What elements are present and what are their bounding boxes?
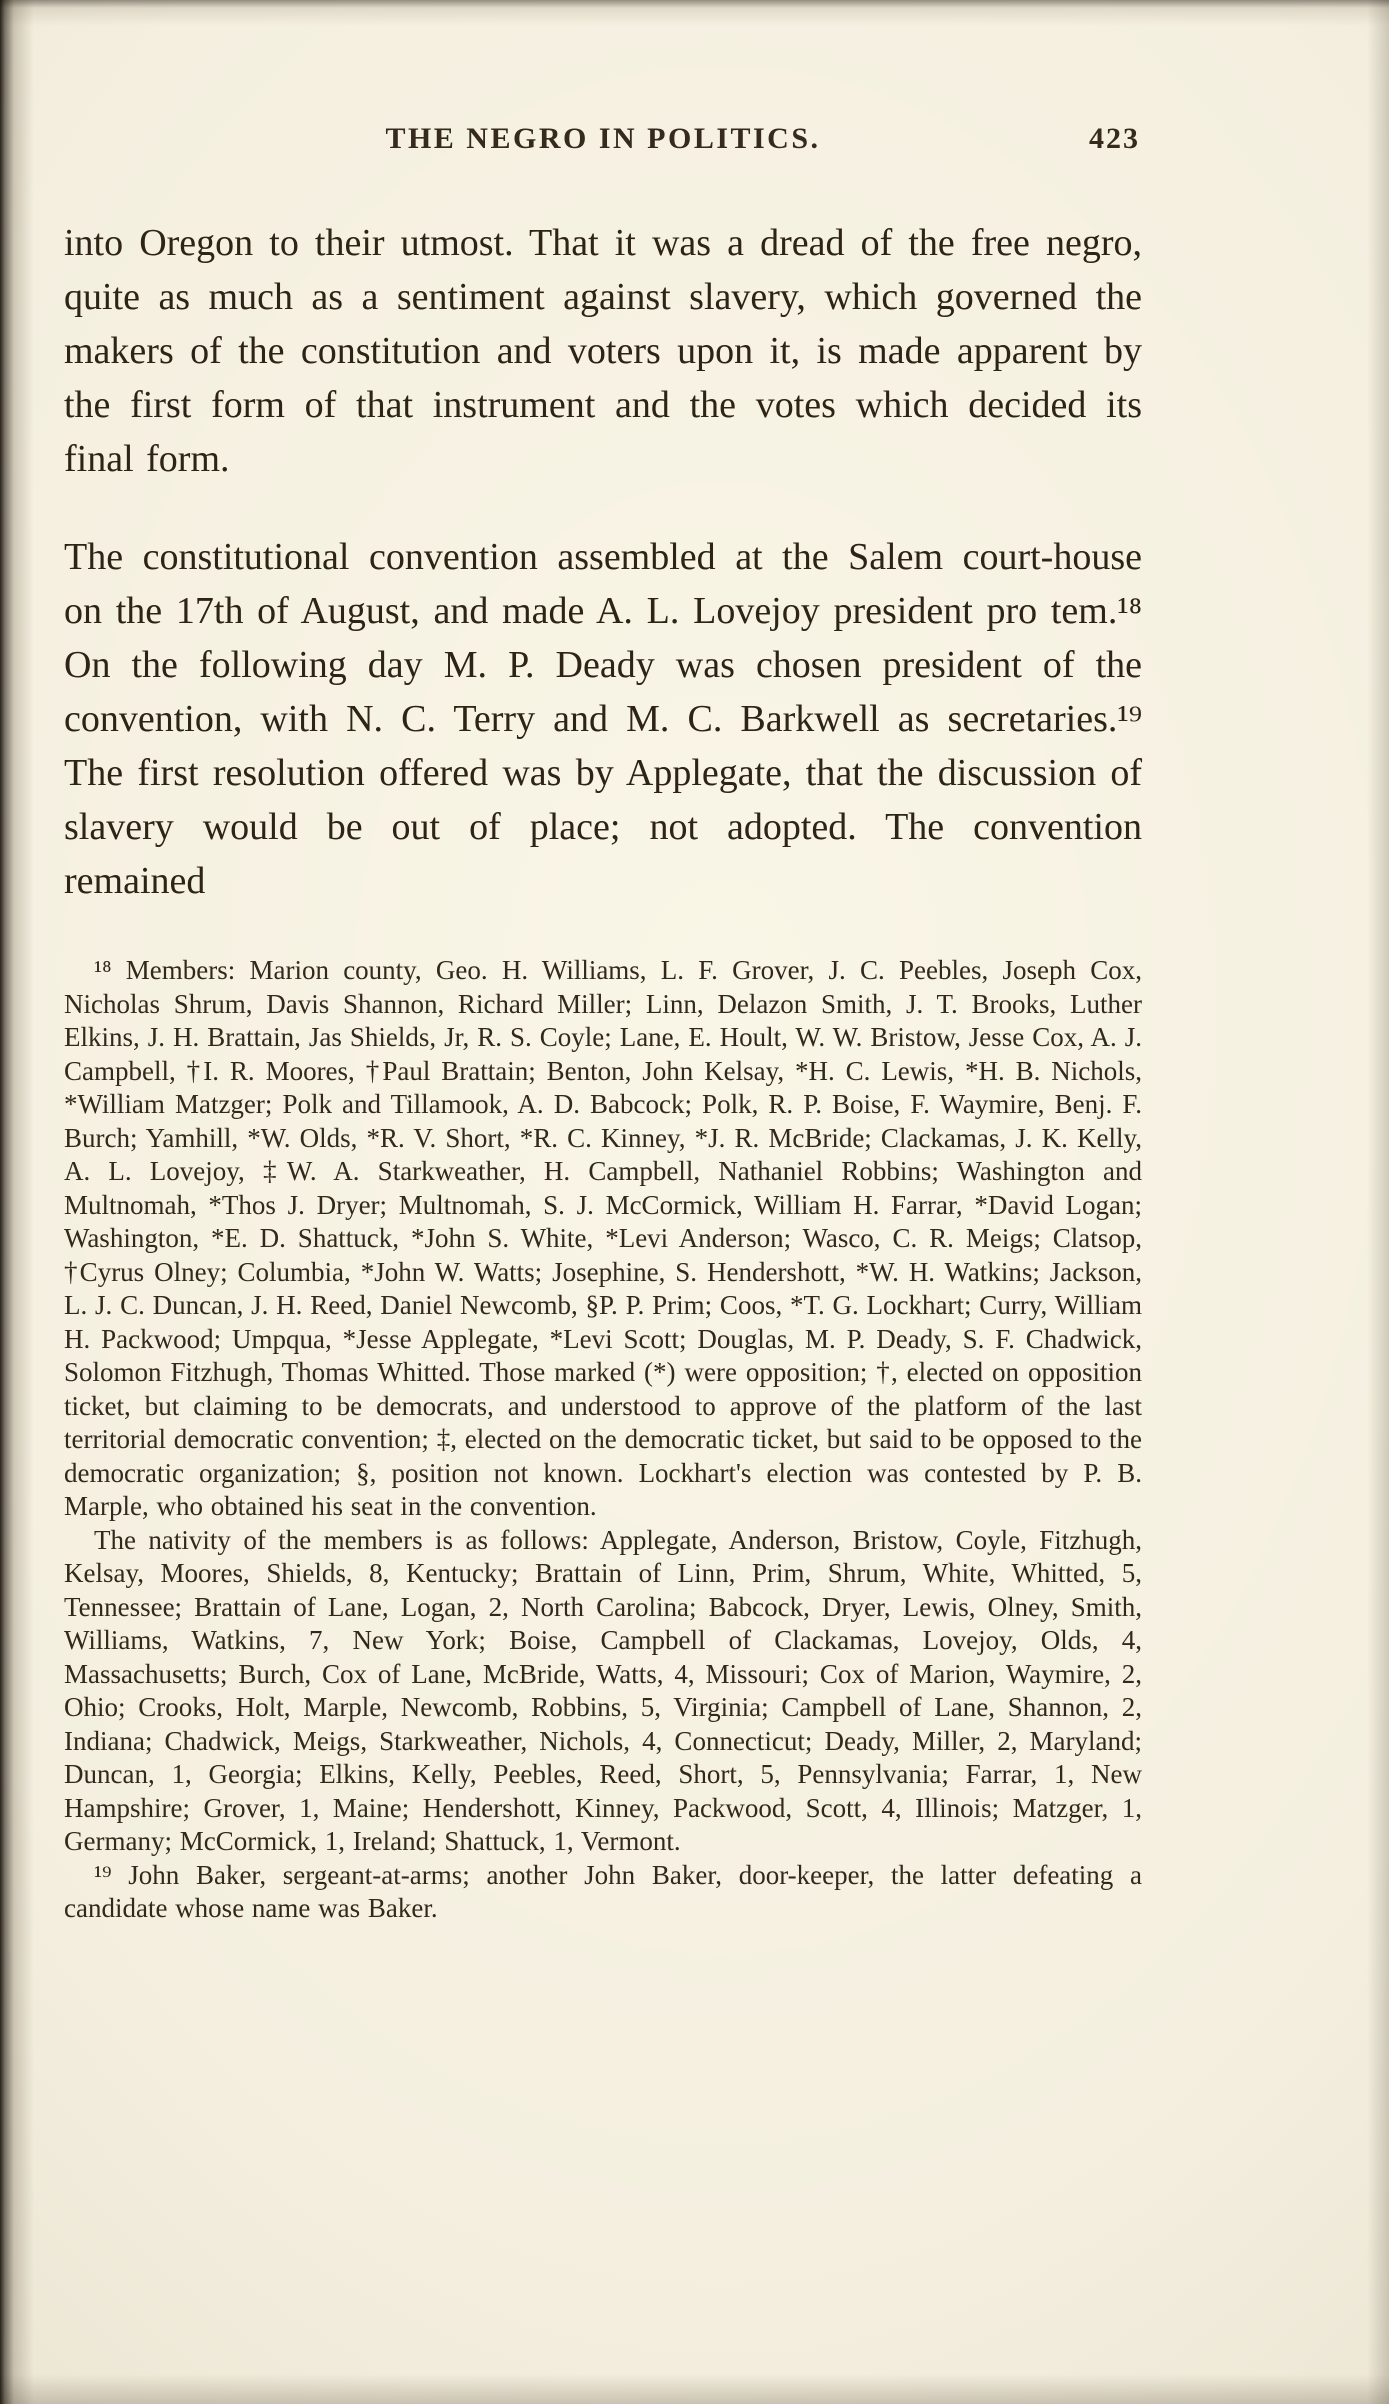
- body-text: [64, 216, 1142, 908]
- footnote-18-members: ¹⁸ Members: Marion county, Geo. H. Williams, L. F. Grover, J. C. Peebles, Joseph Cox, Nicholas Shrum, Davis Shannon, Richard Miller; Linn, Delazon Smith, J. T. Brooks, Luther Elkins, J. H. Brattain, Jas Shields, Jr, R. S. Coyle; Lane, E. Hoult, W. W. Bristow, Jesse Cox, A. J. Campbell, †I. R. Moores, †Paul Brattain; Benton, John Kelsay, *H. C. Lewis, *H. B. Nichols, *William Matzger; Polk and Tillamook, A. D. Babcock; Polk, R. P. Boise, F. Waymire, Benj. F. Burch; Yamhill, *W. Olds, *R. V. Short, *R. C. Kinney, *J. R. McBride; Clackamas, J. K. Kelly, A. L. Lovejoy, ‡W. A. Starkweather, H. Campbell, Nathaniel Robbins; Washington and Multnomah, *Thos J. Dryer; Multnomah, S. J. McCormick, William H. Farrar, *David Logan; Washington, *E. D. Shattuck, *John S. White, *Levi Anderson; Wasco, C. R. Meigs; Clatsop, †Cyrus Olney; Columbia, *John W. Watts; Josephine, S. Hendershott, *W. H. Watkins; Jackson, L. J. C. Duncan, J. H. Reed, Daniel Newcomb, §P. P. Prim; Coos, *T. G. Lockhart; Curry, William H. Packwood; Umpqua, *Jesse Applegate, *Levi Scott; Douglas, M. P. Deady, S. F. Chadwick, Solomon Fitzhugh, Thomas Whitted. Those marked (*) were opposition; †, elected on opposition ticket, but claiming to be democrats, and understood to approve of the platform of the last territorial democratic convention; ‡, elected on the democratic ticket, but said to be opposed to the democratic organization; §, position not known. Lockhart's election was contested by P. B. Marple, who obtained his seat in the convention.: [64, 955, 1142, 1521]
- footnotes: [64, 954, 1142, 1926]
- running-title: THE NEGRO IN POLITICS.: [385, 122, 821, 155]
- running-head: [64, 122, 1142, 162]
- body-paragraph-1: into Oregon to their utmost. That it was a dread of the free negro, quite as much as a sentiment against slavery, which governed the makers of the constitution and voters upon it, is made apparent by the first form of that instrument and the votes which decided its final form.: [64, 222, 1142, 480]
- footnote-18-nativity: The nativity of the members is as follows: Applegate, Anderson, Bristow, Coyle, Fitzhugh, Kelsay, Moores, Shields, 8, Kentucky; Brattain of Linn, Prim, Shrum, White, Whitted, 5, Tennessee; Brattain of Lane, Logan, 2, North Carolina; Babcock, Dryer, Lewis, Olney, Smith, Williams, Watkins, 7, New York; Boise, Campbell of Clackamas, Lovejoy, Olds, 4, Massachusetts; Burch, Cox of Lane, McBride, Watts, 4, Missouri; Cox of Marion, Waymire, 2, Ohio; Crooks, Holt, Marple, Newcomb, Robbins, 5, Virginia; Campbell of Lane, Shannon, 2, Indiana; Chadwick, Meigs, Starkweather, Nichols, 4, Connecticut; Deady, Miller, 2, Maryland; Duncan, 1, Georgia; Elkins, Kelly, Peebles, Reed, Short, 5, Pennsylvania; Farrar, 1, New Hampshire; Grover, 1, Maine; Hendershott, Kinney, Packwood, Scott, 4, Illinois; Matzger, 1, Germany; McCormick, 1, Ireland; Shattuck, 1, Vermont.: [64, 1524, 1142, 1856]
- footnote-19: ¹⁹ John Baker, sergeant-at-arms; another John Baker, door-keeper, the latter defeating a candidate whose name was Baker.: [64, 1859, 1142, 1923]
- page-content: [64, 122, 1142, 1926]
- body-paragraph-2: The constitutional convention assembled at the Salem court-house on the 17th of August, and made A. L. Lovejoy president pro tem.¹⁸ On the following day M. P. Deady was chosen president of the convention, with N. C. Terry and M. C. Barkwell as secretaries.¹⁹ The first resolution offered was by Applegate, that the discussion of slavery would be out of place; not adopted. The convention remained: [64, 536, 1142, 902]
- page-number: 423: [1089, 122, 1140, 155]
